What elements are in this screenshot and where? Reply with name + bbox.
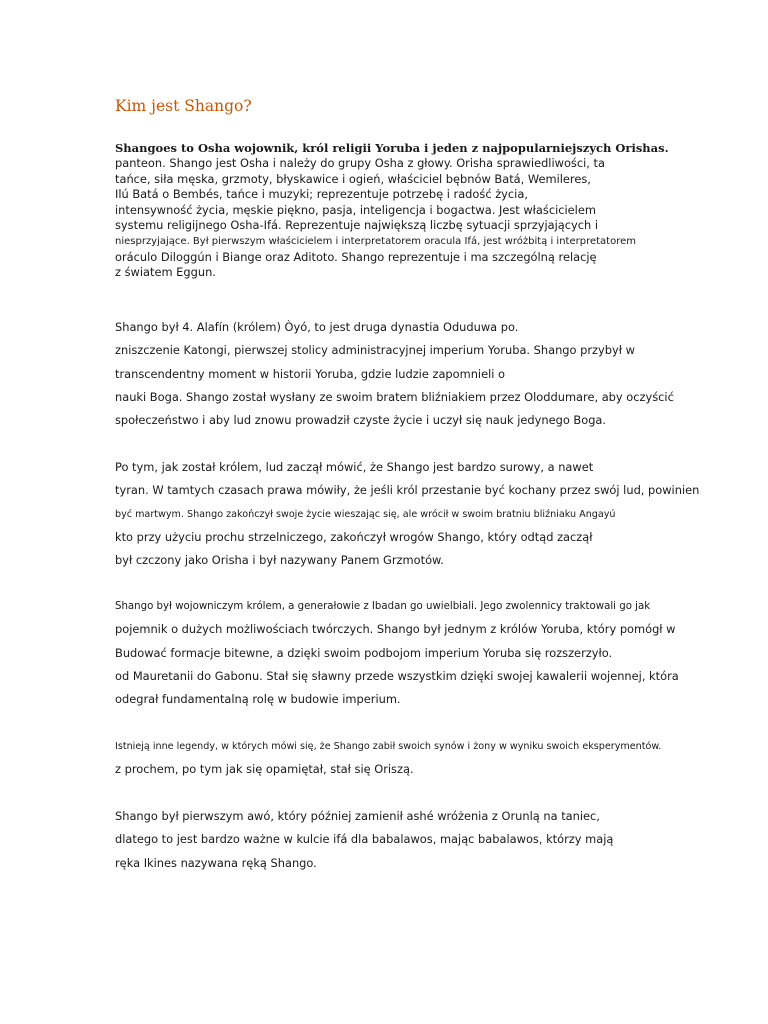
intro-line: Ilú Batá o Bembés, tańce i muzyki; reprezentuje potrzebę i radość życia,	[115, 187, 528, 202]
intro-line: panteon. Shango jest Osha i należy do grupy Osha z głowy. Orisha sprawiedliwości, ta	[115, 156, 605, 170]
body-paragraph-1	[115, 316, 675, 432]
body-paragraph-4	[115, 735, 675, 782]
paragraph-line: tyran. W tamtych czasach prawa mówiły, że jeśli król przestanie być kochany przez swój lud, powinien	[115, 483, 700, 498]
intro-line: systemu religijnego Osha-Ifá. Reprezentuje największą liczbę sytuacji sprzyjających i	[115, 218, 599, 233]
paragraph-line: kto przy użyciu prochu strzelniczego, zakończył wrogów Shango, który odtąd zaczął	[115, 529, 593, 544]
paragraph-line: nauki Boga. Shango został wysłany ze swoim bratem bliźniakiem przez Oloddumare, aby oczyścić	[115, 389, 674, 404]
intro-lead: Shangoes to Osha wojownik, król religii Yoruba i jeden z najpopularniejszych Orishas.	[115, 141, 669, 155]
paragraph-line: z prochem, po tym jak się opamiętał, stał się Oriszą.	[115, 762, 414, 777]
paragraph-line: odegrał fundamentalną rolę w budowie imperium.	[115, 692, 401, 707]
body-paragraph-2	[115, 456, 700, 572]
paragraph-line: być martwym. Shango zakończył swoje życie wieszając się, ale wrócił w swoim bratniu bliźniaku Angayú	[115, 508, 616, 520]
intro-line: oráculo Diloggún i Biange oraz Aditoto. Shango reprezentuje i ma szczególną relację	[115, 249, 597, 264]
paragraph-line: od Mauretanii do Gabonu. Stał się sławny przede wszystkim dzięki swojej kawalerii wojennej, która	[115, 668, 679, 683]
body-paragraph-5	[115, 805, 675, 875]
paragraph-line: Po tym, jak został królem, lud zaczął mówić, że Shango jest bardzo surowy, a nawet	[115, 460, 594, 474]
paragraph-line: Budować formacje bitewne, a dzięki swoim podbojom imperium Yoruba się rozszerzyło.	[115, 645, 613, 660]
body-paragraph-3	[115, 595, 679, 711]
paragraph-line: Shango był 4. Alafín (królem) Òyó, to jest druga dynastia Oduduwa po.	[115, 320, 519, 334]
intro-line: tańce, siła męska, grzmoty, błyskawice i ogień, właściciel bębnów Batá, Wemileres,	[115, 171, 591, 186]
paragraph-line: ręka Ikines nazywana ręką Shango.	[115, 855, 317, 870]
paragraph-line: był czczony jako Orisha i był nazywany Panem Grzmotów.	[115, 553, 444, 568]
intro-line: intensywność życia, męskie piękno, pasja, inteligencja i bogactwa. Jest właścicielem	[115, 202, 596, 217]
intro-paragraph	[115, 140, 675, 281]
paragraph-line: transcendentny moment w historii Yoruba, gdzie ludzie zapomnieli o	[115, 366, 506, 381]
paragraph-line: społeczeństwo i aby lud znowu prowadził czyste życie i uczył się nauk jedynego Boga.	[115, 413, 607, 428]
paragraph-line: pojemnik o dużych możliwościach twórczych. Shango był jednym z królów Yoruba, który pomógł w	[115, 622, 676, 637]
paragraph-line: dlatego to jest bardzo ważne w kulcie ifá dla babalawos, mając babalawos, którzy mają	[115, 832, 614, 847]
paragraph-line: Shango był pierwszym awó, który później zamienił ashé wróżenia z Orunlą na taniec,	[115, 809, 600, 823]
paragraph-line: Istnieją inne legendy, w których mówi się, że Shango zabił swoich synów i żony w wyniku swoich eksperymentów.	[115, 741, 662, 752]
paragraph-line: zniszczenie Katongi, pierwszej stolicy administracyjnej imperium Yoruba. Shango przybył w	[115, 343, 635, 358]
intro-line: niesprzyjające. Był pierwszym właścicielem i interpretatorem oracula Ifá, jest wróżbitą i interpretatorem	[115, 235, 636, 247]
intro-line: z światem Eggun.	[115, 265, 216, 280]
paragraph-line: Shango był wojowniczym królem, a generałowie z Ibadan go uwielbiali. Jego zwolennicy traktowali go jak	[115, 601, 651, 612]
article-title: Kim jest Shango?	[115, 97, 252, 115]
